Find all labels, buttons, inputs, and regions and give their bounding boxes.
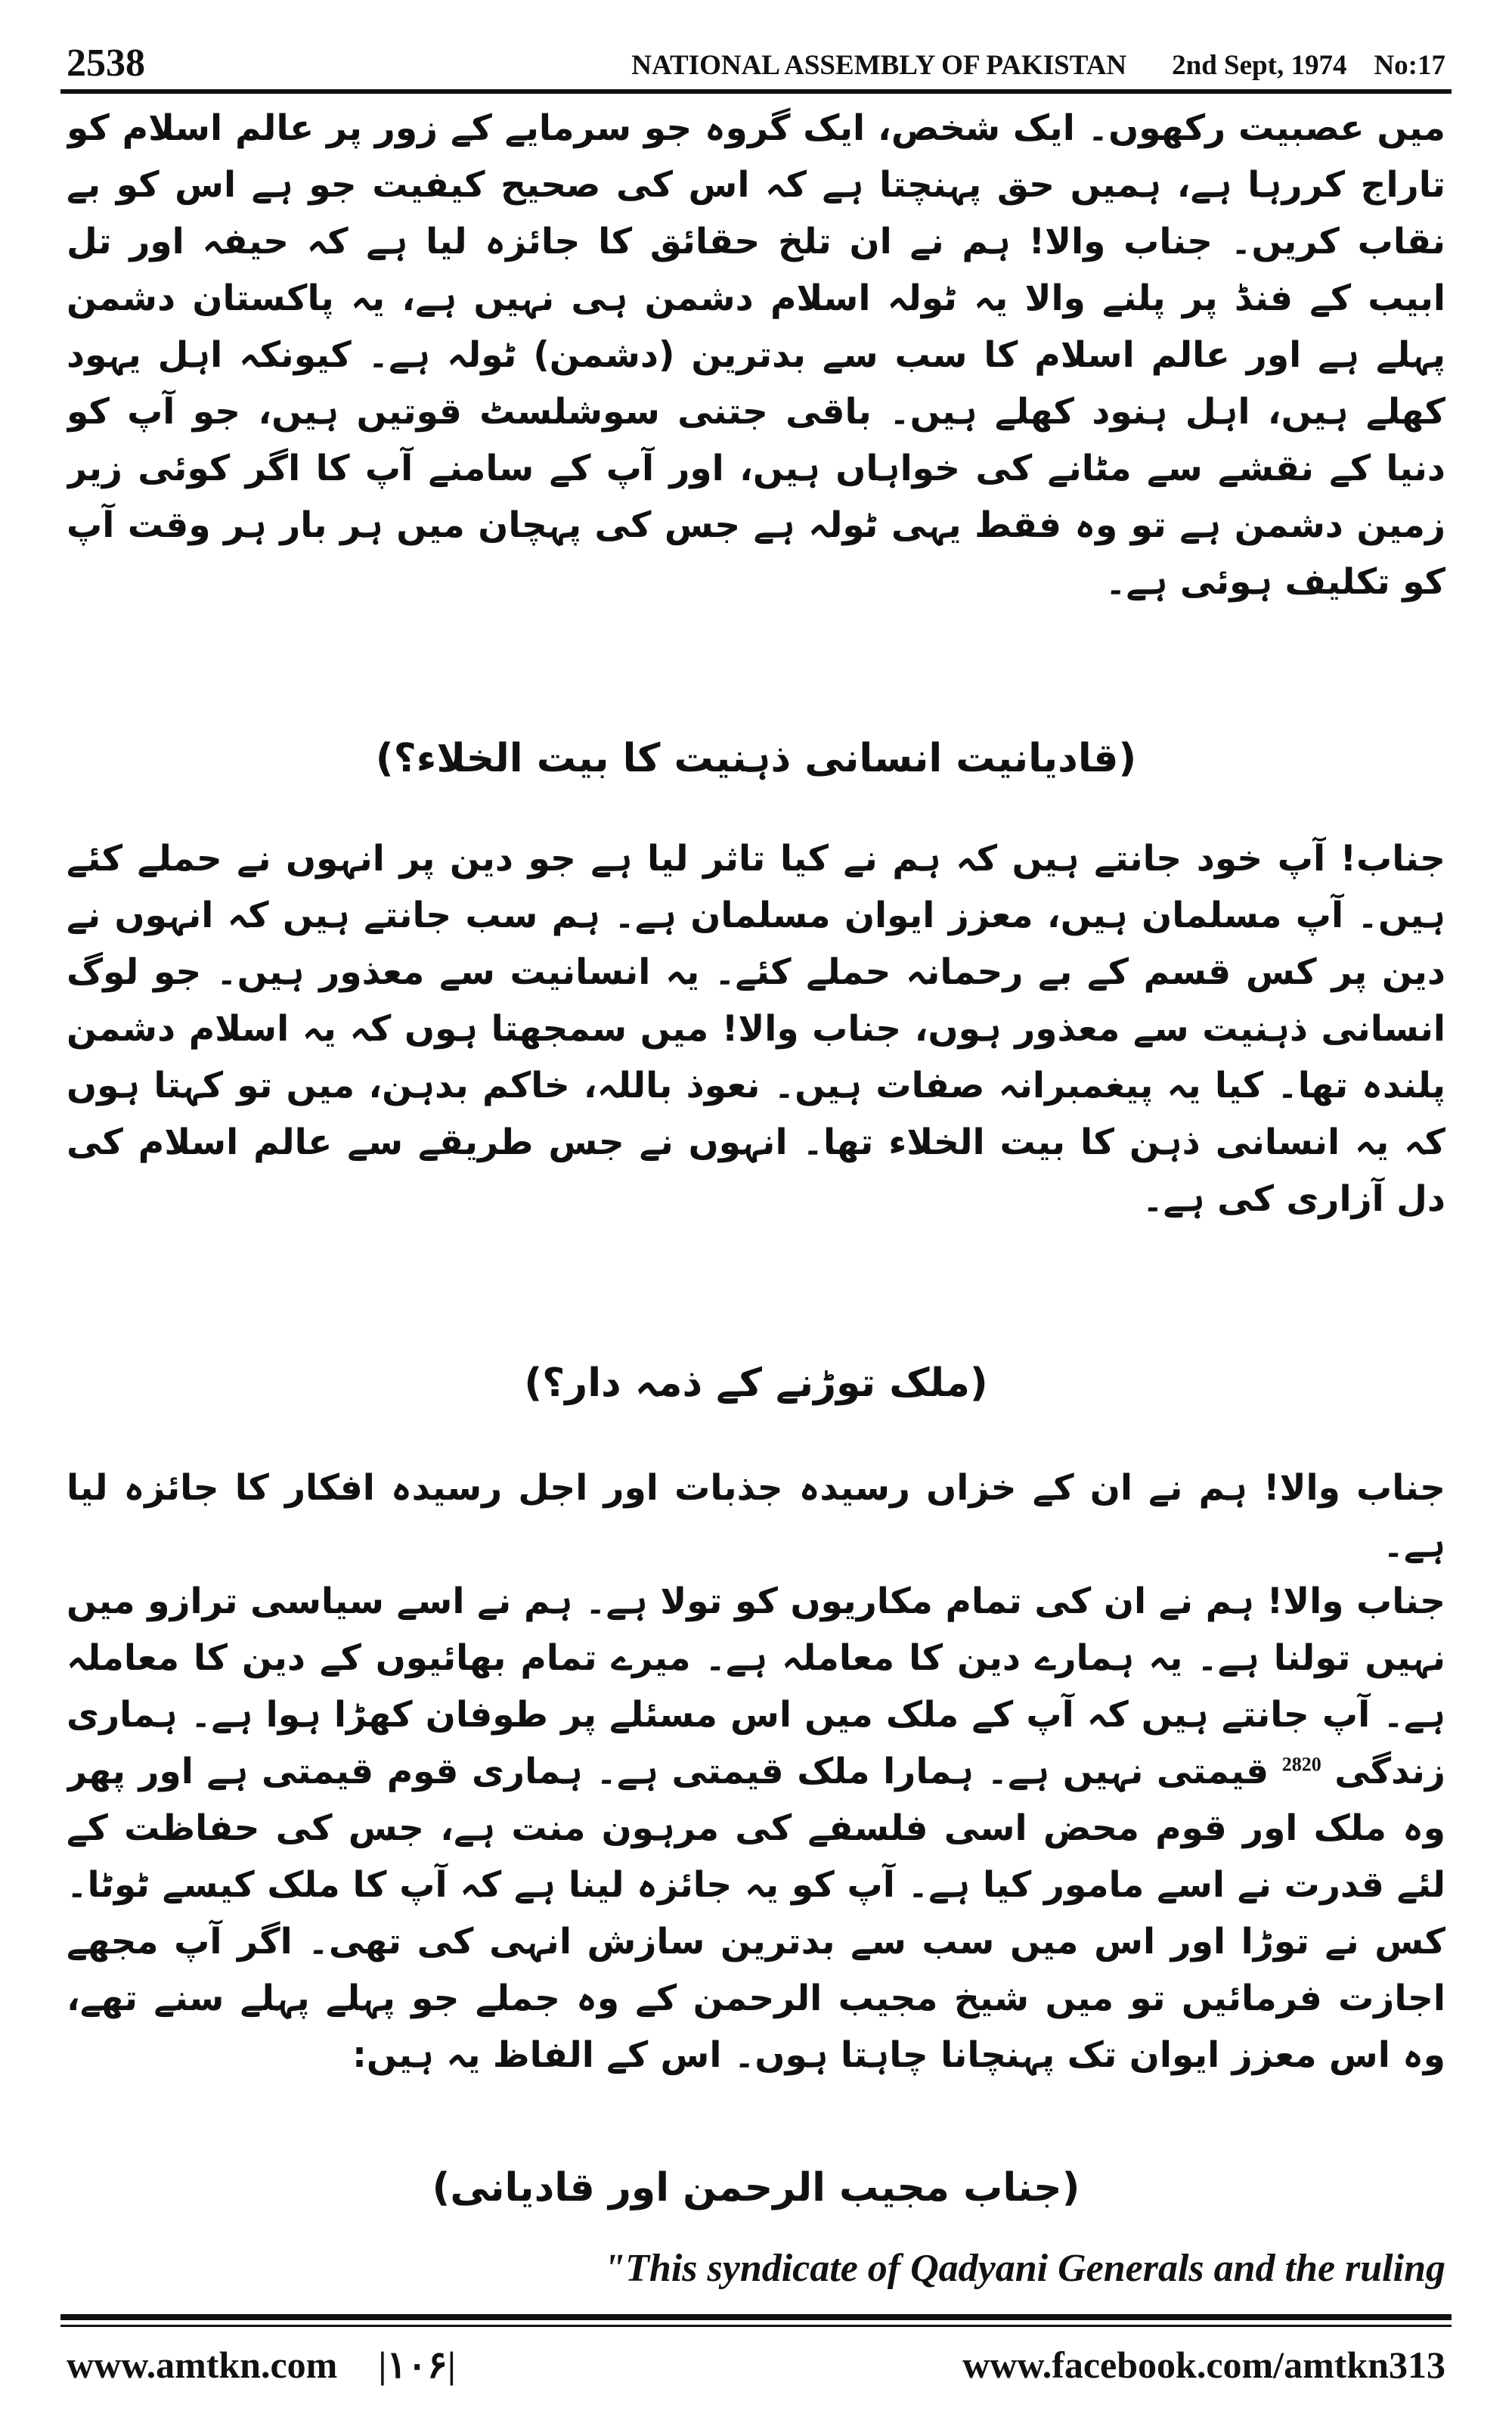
section-heading-3: (جناب مجیب الرحمن اور قادیانی) xyxy=(432,2165,1080,2211)
english-quote: "This syndicate of Qadyani Generals and the ruling xyxy=(603,2247,1445,2290)
page-number: 2538 xyxy=(67,42,145,85)
issue-number: No:17 xyxy=(1374,50,1445,81)
body-paragraph-3 xyxy=(67,1460,1445,2144)
footer-rule-thin xyxy=(60,2325,1452,2327)
paragraph-text-part-a: جناب والا! ہم نے ان کی تمام مکاریوں کو تولا ہے۔ ہم نے اسے سیاسی ترازو میں نہیں تولنا ہے۔ یہ ہمارے دین کا معاملہ ہے۔ میرے تمام بھائیوں کے دین کا معاملہ ہے۔ آپ جانتے ہیں کہ آپ کے ملک میں اس مسئلے پر طوفان کھڑا ہوا ہے۔ ہماری زندگی xyxy=(67,1581,1445,1792)
footnote-marker: 2820 xyxy=(1281,1753,1321,1776)
paragraph-first-line: جناب والا! ہم نے ان کے خزاں رسیدہ جذبات اور اجل رسیدہ افکار کا جائزہ لیا ہے۔ xyxy=(67,1467,1445,1565)
publication-title: NATIONAL ASSEMBLY OF PAKISTAN xyxy=(631,50,1127,81)
session-date: 2nd Sept, 1974 xyxy=(1172,50,1347,81)
paragraph-text-part-b: قیمتی نہیں ہے۔ ہمارا ملک قیمتی ہے۔ ہماری قوم قیمتی ہے اور پھر وہ ملک اور قوم محض اسی فلسفے کی مرہون منت ہے، جس کی حفاظت کے لئے قدرت نے اسے مامور کیا ہے۔ آپ کو یہ جائزہ لینا ہے کہ آپ کا ملک کیسے ٹوٹا۔ کس نے توڑا اور اس میں سب سے بدترین سازش انہی کی تھی۔ اگر آپ مجھے اجازت فرمائیں تو میں شیخ مجیب الرحمن کے وہ جملے جو پہلے پہلے سنے تھے، وہ اس معزز ایوان تک پہنچانا چاہتا ہوں۔ اس کے الفاظ یہ ہیں: xyxy=(67,1751,1445,2076)
section-heading-1: (قادیانیت انسانی ذہنیت کا بیت الخلاء؟) xyxy=(375,736,1137,781)
body-paragraph-2 xyxy=(67,830,1445,1284)
page-header xyxy=(67,33,1445,86)
footer-page-marker: |۱۰۶| xyxy=(378,2344,456,2386)
website-link[interactable]: www.amtkn.com xyxy=(67,2344,338,2386)
paragraph-text: میں عصبیت رکھوں۔ ایک شخص، ایک گروہ جو سرمایے کے زور پر عالم اسلام کو تاراج کررہا ہے، ہمیں حق پہنچتا ہے کہ اس کی صحیح کیفیت جو ہے اس کو بے نقاب کریں۔ جناب والا! ہم نے ان تلخ حقائق کا جائزہ لیا ہے کہ حیفہ اور تل ابیب کے فنڈ پر پلنے والا یہ ٹولہ اسلام دشمن ہی نہیں ہے، یہ پاکستان دشمن پہلے ہے اور عالم اسلام کا سب سے بدترین (دشمن) ٹولہ ہے۔ کیونکہ اہل یہود کھلے ہیں، اہل ہنود کھلے ہیں۔ باقی جتنی سوشلسٹ قوتیں ہیں، جو آپ کو دنیا کے نقشے سے مٹانے کی خواہاں ہیں، اور آپ کے سامنے آپ کا اگر کوئی زیر زمین دشمن ہے تو وہ فقط یہی ٹولہ ہے جس کی پہچان میں ہر بار ہر وقت آپ کو تکلیف ہوئی ہے۔ xyxy=(67,107,1445,603)
paragraph-text: جناب! آپ خود جانتے ہیں کہ ہم نے کیا تاثر لیا ہے جو دین پر انہوں نے حملے کئے ہیں۔ آپ مسلمان ہیں، معزز ایوان مسلمان ہے۔ ہم سب جانتے ہیں کہ انہوں نے دین پر کس قسم کے بے رحمانہ حملے کئے۔ یہ انسانیت سے معذور ہیں۔ جو لوگ انسانی ذہنیت سے معذور ہوں، جناب والا! میں سمجھتا ہوں کہ یہ اسلام دشمن پلندہ تھا۔ کیا یہ پیغمبرانہ صفات ہیں۔ نعوذ باللہ، خاکم بدہن، میں تو کہتا ہوں کہ یہ انسانی ذہن کا بیت الخلاء تھا۔ انہوں نے جس طریقے سے عالم اسلام کی دل آزاری کی ہے۔ xyxy=(67,838,1445,1220)
footer-rule-thick xyxy=(60,2314,1452,2320)
page-footer xyxy=(67,2338,1445,2391)
header-rule xyxy=(60,89,1452,94)
section-heading-2: (ملک توڑنے کے ذمہ دار؟) xyxy=(524,1360,988,1406)
body-paragraph-1 xyxy=(67,100,1445,622)
facebook-link[interactable]: www.facebook.com/amtkn313 xyxy=(962,2344,1445,2386)
paragraph-continuation xyxy=(67,1573,1445,2083)
